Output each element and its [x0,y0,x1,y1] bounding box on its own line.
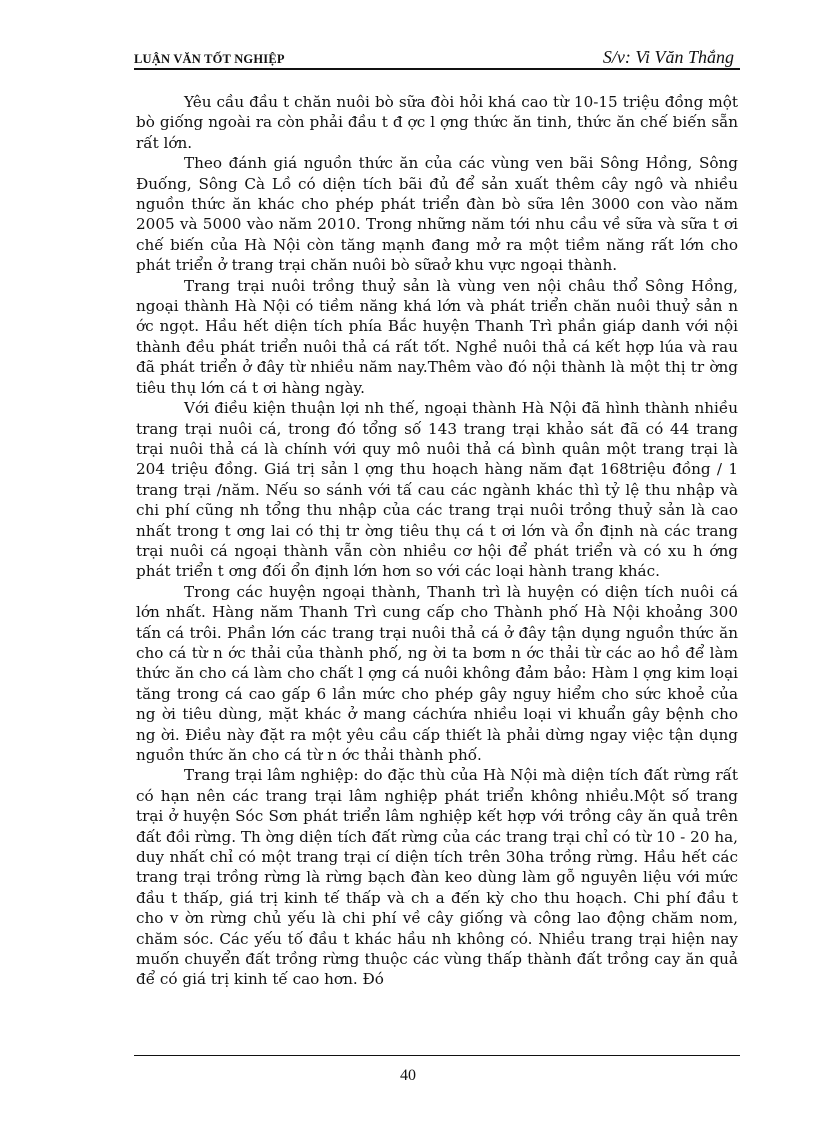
paragraph-3: Trang trại nuôi trồng thuỷ sản là vùng ven nội châu thổ Sông Hồng, ngoại thành Hà Nội có tiềm năng khá lớn và phát triển chăn nuôi thuỷ sản n ớc ngọt. Hầu hết diện tích phía Bắc huyện Thanh Trì phần giáp danh với nội thành đều phát triển nuôi thả cá rất tốt. Nghề nuôi thả cá kết hợp lúa và rau đã phát triển ở đây từ nhiều năm nay.Thêm vào đó nội thành là một thị tr ờng tiêu thụ lớn cá t ơi hàng ngày. [136,276,738,397]
body-text [136,92,738,990]
paragraph-4: Với điều kiện thuận lợi nh thế, ngoại thành Hà Nội đã hình thành nhiều trang trại nuôi cá, trong đó tổng số 143 trang trại khảo sát đã có 44 trang trại nuôi thả cá là chính với quy mô nuôi thả cá bình quân một trang trại là 204 triệu đồng. Giá trị sản l ợng thu hoạch hàng năm đạt 168triệu đồng / 1 trang trại /năm. Nếu so sánh với tấ cau các ngành khác thì tỷ lệ thu nhập và chi phí cũng nh tổng thu nhập của các trang trại nuôi trồng thuỷ sản là cao nhất trong t ơng lai có thị tr ờng tiêu thụ cá t ơi lớn và ổn định nà các trang trại nuôi cá ngoại thành vẫn còn nhiều cơ hội để phát triển và có xu h ớng phát triển t ơng đối ổn định lớn hơn so với các loại hành trang khác. [136,399,738,581]
paragraph-5: Trong các huyện ngoại thành, Thanh trì là huyện có diện tích nuôi cá lớn nhất. Hàng năm Thanh Trì cung cấp cho Thành phố Hà Nội khoảng 300 tấn cá trôi. Phần lớn các trang trại nuôi thả cá ở đây tận dụng nguồn thức ăn cho cá từ n ớc thải của thành phố, ng ời ta bơm n ớc thải từ các ao hồ để làm thức ăn cho cá làm cho chất l ợng cá nuôi không đảm bảo: Hàm l ợng kim loại tăng trong cá cao gấp 6 lần mức cho phép gây nguy hiểm cho sức khoẻ của ng ời tiêu dùng, mặt khác ở mang cáchứa nhiều loại vi khuẩn gây bệnh cho ng ời. Điều này đặt ra một yêu cầu cấp thiết là phải dừng ngay việc tận dụng nguồn thức ăn cho cá từ n ớc thải thành phố. [136,582,738,764]
student-name: S/v: Vi Văn Thắng [602,47,734,67]
paragraph-6: Trang trại lâm nghiệp: do đặc thù của Hà Nội mà diện tích đất rừng rất có hạn nên các trang trại lâm nghiệp phát triển không nhiều.Một số trang trại ở huyện Sóc Sơn phát triển lâm nghiệp kết hợp với trồng cây ăn quả trên đất đồi rừng. Th ờng diện tích đất rừng của các trang trại chỉ có từ 10 - 20 ha, duy nhất chỉ có một trang trại cí diện tích trên 30ha trồng rừng. Hầu hết các trang trại trồng rừng là rừng bạch đàn keo dùng làm gỗ nguyên liệu với mức đầu t thấp, giá trị kinh tế thấp và ch a đến kỳ cho thu hoạch. Chi phí đầu t cho v ờn rừng chủ yếu là chi phí về cây giống và công lao động chăm nom, chăm sóc. Các yếu tố đầu t khác hầu nh không có. Nhiều trang trại hiện nay muốn chuyển đất trồng rừng thuộc các vùng thấp thành đất trồng cay ăn quả để có giá trị kinh tế cao hơn. Đó [136,766,738,989]
footer-divider [134,1055,740,1056]
page-header [134,46,740,70]
thesis-label: LUẬN VĂN TỐT NGHIỆP [134,52,285,66]
paragraph-1: Yêu cầu đầu t chăn nuôi bò sữa đòi hỏi khá cao từ 10-15 triệu đồng một bò giống ngoài ra còn phải đầu t đ ợc l ợng thức ăn tinh, thức ăn chế biến sẵn rất lớn. [136,93,738,152]
page-number: 40 [400,1067,416,1084]
paragraph-2: Theo đánh giá nguồn thức ăn của các vùng ven bãi Sông Hồng, Sông Đuống, Sông Cà Lồ có diện tích bãi đủ để sản xuất thêm cây ngô và nhiều nguồn thức ăn khác cho phép phát triển đàn bò sữa lên 3000 con vào năm 2005 và 5000 vào năm 2010. Trong những năm tới nhu cầu về sữa và sữa t ơi chế biến của Hà Nội còn tăng mạnh đang mở ra một tiềm năng rất lớn cho phát triển ở trang trại chăn nuôi bò sữaở khu vực ngoại thành. [136,154,738,275]
